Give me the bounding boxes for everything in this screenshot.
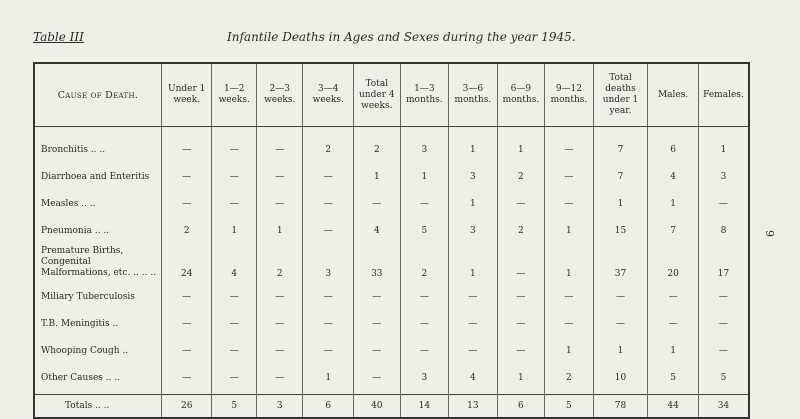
value-cell: 26 <box>161 395 212 419</box>
spacer-cell <box>449 386 498 395</box>
infant-deaths-table <box>33 62 750 419</box>
value-cell: — <box>303 158 354 185</box>
value-cell: — <box>497 332 545 359</box>
table-label: Table III <box>33 30 84 44</box>
value-cell: — <box>161 359 212 386</box>
column-header: Females. <box>698 63 749 127</box>
value-cell: — <box>698 185 749 212</box>
spacer-cell <box>256 386 303 395</box>
value-cell: 5 <box>648 359 699 386</box>
value-cell: — <box>303 332 354 359</box>
value-cell: 1 <box>648 185 699 212</box>
value-cell: 33 <box>354 239 401 282</box>
spacer-cell <box>400 127 449 136</box>
value-cell: — <box>161 332 212 359</box>
value-cell: — <box>449 305 498 332</box>
table-row <box>34 135 749 158</box>
value-cell: — <box>449 282 498 305</box>
value-cell: 5 <box>212 395 256 419</box>
spacer-cell <box>449 127 498 136</box>
value-cell: — <box>256 282 303 305</box>
value-cell: 1 <box>497 359 545 386</box>
value-cell: 20 <box>648 239 699 282</box>
spacer-cell <box>303 386 354 395</box>
value-cell: — <box>449 332 498 359</box>
table-row <box>34 305 749 332</box>
column-header-cause: Cause of Death. <box>34 63 161 127</box>
table-row <box>34 282 749 305</box>
value-cell: — <box>161 282 212 305</box>
value-cell: 4 <box>449 359 498 386</box>
value-cell: 37 <box>593 239 648 282</box>
value-cell: — <box>648 282 699 305</box>
value-cell: 1 <box>354 158 401 185</box>
spacer-cell <box>698 127 749 136</box>
value-cell: 3 <box>400 359 449 386</box>
value-cell: 2 <box>497 158 545 185</box>
value-cell: — <box>698 332 749 359</box>
value-cell: — <box>354 359 401 386</box>
value-cell: — <box>256 158 303 185</box>
value-cell: 1 <box>400 158 449 185</box>
value-cell: — <box>497 185 545 212</box>
value-cell: 2 <box>256 239 303 282</box>
value-cell: — <box>161 185 212 212</box>
spacer-cell <box>161 386 212 395</box>
value-cell: — <box>354 185 401 212</box>
spacer-cell <box>400 386 449 395</box>
cause-cell: T.B. Meningitis .. <box>34 305 161 332</box>
value-cell: — <box>256 332 303 359</box>
value-cell: 5 <box>698 359 749 386</box>
column-header: 1—3 months. <box>400 63 449 127</box>
value-cell: — <box>256 359 303 386</box>
spacer-row <box>34 386 749 395</box>
cause-cell: Pneumonia .. .. <box>34 212 161 239</box>
spacer-cell <box>34 386 161 395</box>
value-cell: — <box>593 282 648 305</box>
value-cell: 4 <box>354 212 401 239</box>
value-cell: 14 <box>400 395 449 419</box>
value-cell: 3 <box>256 395 303 419</box>
column-header: 3—6 months. <box>449 63 498 127</box>
value-cell: — <box>303 212 354 239</box>
value-cell: 1 <box>545 332 594 359</box>
value-cell: — <box>545 282 594 305</box>
column-header: 3—4 weeks. <box>303 63 354 127</box>
column-header: 2—3 weeks. <box>256 63 303 127</box>
table-row <box>34 185 749 212</box>
value-cell: 1 <box>449 239 498 282</box>
value-cell: — <box>161 305 212 332</box>
column-header: Total deaths under 1 year. <box>593 63 648 127</box>
value-cell: — <box>354 305 401 332</box>
value-cell: 1 <box>256 212 303 239</box>
value-cell: 3 <box>303 239 354 282</box>
table-row <box>34 239 749 282</box>
column-header: Total under 4 weeks. <box>354 63 401 127</box>
value-cell: 3 <box>449 212 498 239</box>
spacer-cell <box>161 127 212 136</box>
value-cell: — <box>212 185 256 212</box>
value-cell: — <box>212 305 256 332</box>
value-cell: 78 <box>593 395 648 419</box>
value-cell: — <box>497 239 545 282</box>
value-cell: 1 <box>593 185 648 212</box>
value-cell: — <box>497 305 545 332</box>
cause-cell: Miliary Tuberculosis <box>34 282 161 305</box>
value-cell: 1 <box>648 332 699 359</box>
value-cell: — <box>256 185 303 212</box>
page-number: 9 <box>763 230 776 237</box>
value-cell: 34 <box>698 395 749 419</box>
spacer-cell <box>648 127 699 136</box>
spacer-cell <box>497 386 545 395</box>
value-cell: 15 <box>593 212 648 239</box>
value-cell: 17 <box>698 239 749 282</box>
value-cell: — <box>256 135 303 158</box>
value-cell: — <box>698 282 749 305</box>
spacer-cell <box>354 127 401 136</box>
spacer-cell <box>212 386 256 395</box>
column-header: 9—12 months. <box>545 63 594 127</box>
cause-cell: Measles .. .. <box>34 185 161 212</box>
value-cell: — <box>545 185 594 212</box>
value-cell: 1 <box>449 135 498 158</box>
totals-row <box>34 395 749 419</box>
value-cell: — <box>303 282 354 305</box>
value-cell: 1 <box>303 359 354 386</box>
value-cell: — <box>400 185 449 212</box>
value-cell: 1 <box>545 212 594 239</box>
value-cell: 3 <box>449 158 498 185</box>
spacer-cell <box>497 127 545 136</box>
header-row <box>34 63 749 127</box>
value-cell: 3 <box>400 135 449 158</box>
value-cell: 2 <box>545 359 594 386</box>
value-cell: 6 <box>648 135 699 158</box>
cause-cell: Other Causes .. .. <box>34 359 161 386</box>
spacer-cell <box>303 127 354 136</box>
value-cell: — <box>212 158 256 185</box>
value-cell: 8 <box>698 212 749 239</box>
value-cell: 3 <box>698 158 749 185</box>
value-cell: — <box>212 359 256 386</box>
value-cell: 4 <box>212 239 256 282</box>
value-cell: — <box>303 185 354 212</box>
value-cell: 5 <box>545 395 594 419</box>
value-cell: — <box>400 282 449 305</box>
value-cell: 1 <box>449 185 498 212</box>
value-cell: — <box>648 305 699 332</box>
column-header: 1—2 weeks. <box>212 63 256 127</box>
value-cell: 4 <box>648 158 699 185</box>
value-cell: 6 <box>497 395 545 419</box>
value-cell: 2 <box>303 135 354 158</box>
cause-cell: Premature Births, Congenital Malformations, etc. .. .. .. <box>34 239 161 282</box>
spacer-cell <box>212 127 256 136</box>
spacer-cell <box>648 386 699 395</box>
value-cell: 40 <box>354 395 401 419</box>
value-cell: — <box>497 282 545 305</box>
value-cell: — <box>698 305 749 332</box>
value-cell: — <box>256 305 303 332</box>
value-cell: — <box>212 135 256 158</box>
value-cell: — <box>545 135 594 158</box>
cause-cell: Totals .. .. <box>34 395 161 419</box>
value-cell: — <box>400 332 449 359</box>
table-row <box>34 212 749 239</box>
spacer-cell <box>354 386 401 395</box>
value-cell: 7 <box>593 158 648 185</box>
value-cell: 2 <box>400 239 449 282</box>
value-cell: — <box>593 305 648 332</box>
value-cell: — <box>545 158 594 185</box>
value-cell: — <box>545 305 594 332</box>
value-cell: 1 <box>698 135 749 158</box>
spacer-cell <box>256 127 303 136</box>
value-cell: — <box>212 332 256 359</box>
value-cell: 7 <box>593 135 648 158</box>
value-cell: — <box>354 282 401 305</box>
column-header: Males. <box>648 63 699 127</box>
value-cell: — <box>212 282 256 305</box>
value-cell: 2 <box>161 212 212 239</box>
value-cell: 1 <box>212 212 256 239</box>
value-cell: 2 <box>354 135 401 158</box>
spacer-cell <box>545 386 594 395</box>
value-cell: 10 <box>593 359 648 386</box>
column-header: Under 1 week. <box>161 63 212 127</box>
value-cell: 13 <box>449 395 498 419</box>
value-cell: — <box>303 305 354 332</box>
value-cell: 1 <box>593 332 648 359</box>
value-cell: 6 <box>303 395 354 419</box>
value-cell: 44 <box>648 395 699 419</box>
table-title: Infantile Deaths in Ages and Sexes during the year 1945. <box>227 30 576 44</box>
value-cell: — <box>354 332 401 359</box>
value-cell: 1 <box>497 135 545 158</box>
spacer-cell <box>593 127 648 136</box>
cause-cell: Whooping Cough .. <box>34 332 161 359</box>
table-row <box>34 332 749 359</box>
value-cell: — <box>161 135 212 158</box>
table-row <box>34 158 749 185</box>
spacer-row <box>34 127 749 136</box>
value-cell: — <box>400 305 449 332</box>
value-cell: 2 <box>497 212 545 239</box>
value-cell: 5 <box>400 212 449 239</box>
spacer-cell <box>593 386 648 395</box>
cause-cell: Bronchitis .. .. <box>34 135 161 158</box>
value-cell: 24 <box>161 239 212 282</box>
column-header: 6—9 months. <box>497 63 545 127</box>
spacer-cell <box>34 127 161 136</box>
value-cell: 1 <box>545 239 594 282</box>
value-cell: 7 <box>648 212 699 239</box>
spacer-cell <box>698 386 749 395</box>
cause-cell: Diarrhoea and Enteritis <box>34 158 161 185</box>
spacer-cell <box>545 127 594 136</box>
table-row <box>34 359 749 386</box>
value-cell: — <box>161 158 212 185</box>
